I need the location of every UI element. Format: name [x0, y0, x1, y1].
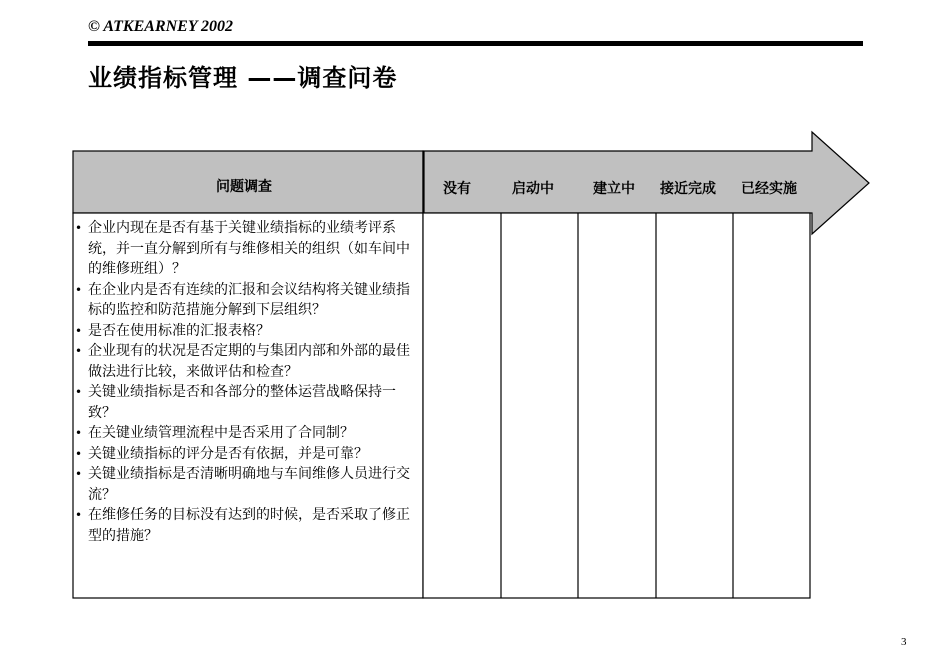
bullet-icon: •	[75, 508, 83, 522]
list-item: • 在企业内是否有连续的汇报和会议结构将关键业绩指标的监控和防范措施分解到下层组织？	[75, 281, 410, 318]
copyright-text: © ATKEARNEY 2002	[88, 18, 234, 35]
stage-label-building: 建立中	[593, 181, 635, 197]
stage-label-none: 没有	[443, 181, 471, 197]
page-number: 3	[901, 636, 907, 648]
bullet-icon: •	[75, 344, 83, 358]
list-item: • 在关键业绩管理流程中是否采用了合同制？	[75, 423, 420, 444]
list-item: • 企业现有的状况是否定期的与集团内部和外部的最佳做法进行比较，来做评估和检查？	[75, 343, 410, 380]
stage-label-implemented: 已经实施	[741, 181, 797, 197]
list-item: • 是否在使用标准的汇报表格？	[75, 321, 420, 342]
bullet-icon: •	[75, 282, 83, 297]
bullet-icon: •	[75, 323, 83, 338]
bullet-icon: •	[75, 426, 83, 440]
bullet-icon: •	[75, 385, 83, 399]
bullet-icon: •	[75, 467, 83, 481]
stage-label-starting: 启动中	[512, 181, 554, 197]
answer-grid	[423, 213, 810, 598]
bullet-icon: •	[75, 446, 83, 461]
list-item: • 在维修任务的目标没有达到的时候，是否采取了修正型的措施？	[75, 507, 410, 544]
list-item: • 关键业绩指标是否清晰明确地与车间维修人员进行交流？	[75, 466, 410, 503]
question-list	[75, 218, 420, 546]
bullet-icon: •	[75, 221, 83, 235]
page-title: 业绩指标管理 ——调查问卷	[88, 64, 398, 92]
question-header-label: 问题调查	[216, 179, 272, 195]
list-item: • 企业内现在是否有基于关键业绩指标的业绩考评系统，并一直分解到所有与维修相关的组织（如车间中的维修班组）？	[75, 220, 410, 277]
list-item: • 关键业绩指标是否和各部分的整体运营战略保持一致？	[75, 384, 396, 421]
list-item: • 关键业绩指标的评分是否有依据，并是可靠？	[75, 444, 420, 465]
stage-label-near-complete: 接近完成	[660, 181, 716, 197]
